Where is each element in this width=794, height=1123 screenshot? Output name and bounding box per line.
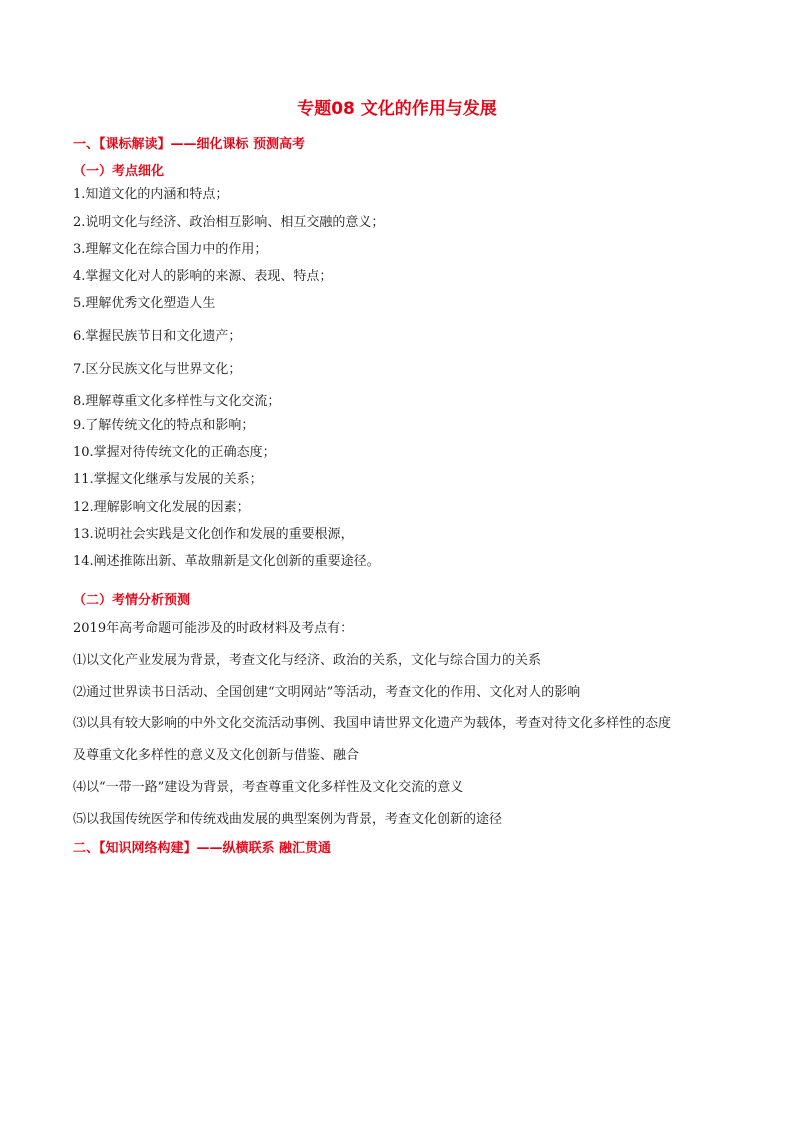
list-item: 13.说明社会实践是文化创作和发展的重要根源， [73, 527, 354, 542]
analysis-intro: 2019年高考命题可能涉及的时政材料及考点有： [73, 621, 354, 636]
list-item: 3.理解文化在综合国力中的作用； [73, 242, 268, 257]
list-item: 9.了解传统文化的特点和影响； [73, 418, 255, 433]
list-item: 12.理解影响文化发展的因素； [73, 500, 250, 515]
list-item: 14.阐述推陈出新、革故鼎新是文化创新的重要途径。 [73, 554, 380, 569]
page-title: 专题08 文化的作用与发展 [297, 99, 497, 119]
list-item: 11.掌握文化继承与发展的关系； [73, 472, 263, 487]
section-2-heading: 二、【知识网络构建】——纵横联系 融汇贯通 [73, 841, 332, 856]
subsection-1-heading: （一）考点细化 [73, 164, 165, 179]
list-item: 1.知道文化的内涵和特点； [73, 187, 229, 202]
section-1-heading: 一、【课标解读】——细化课标 预测高考 [73, 137, 306, 152]
list-item: 7.区分民族文化与世界文化； [73, 362, 242, 377]
subsection-2-heading: （二）考情分析预测 [73, 593, 191, 608]
list-item: 2.说明文化与经济、政治相互影响、相互交融的意义； [73, 215, 385, 230]
analysis-item: ⑸以我国传统医学和传统戏曲发展的典型案例为背景，考查文化创新的途径 [73, 812, 503, 827]
list-item: 6.掌握民族节日和文化遗产； [73, 329, 242, 344]
list-item: 8.理解尊重文化多样性与文化交流； [73, 394, 281, 409]
analysis-item-continuation: 及尊重文化多样性的意义及文化创新与借鉴、融合 [73, 748, 360, 763]
analysis-item: ⑷以“一带一路”建设为背景，考查尊重文化多样性及文化交流的意义 [73, 780, 464, 795]
list-item: 5.理解优秀文化塑造人生 [73, 296, 216, 311]
list-item: 10.掌握对待传统文化的正确态度； [73, 445, 276, 460]
analysis-item: ⑴以文化产业发展为背景，考查文化与经济、政治的关系，文化与综合国力的关系 [73, 653, 542, 668]
analysis-item: ⑵通过世界读书日活动、全国创建“文明网站”等活动，考查文化的作用、文化对人的影响 [73, 685, 581, 700]
analysis-item: ⑶以具有较大影响的中外文化交流活动事例、我国申请世界文化遗产为载体，考查对待文化多样性的态度 [73, 716, 672, 731]
list-item: 4.掌握文化对人的影响的来源、表现、特点； [73, 269, 333, 284]
